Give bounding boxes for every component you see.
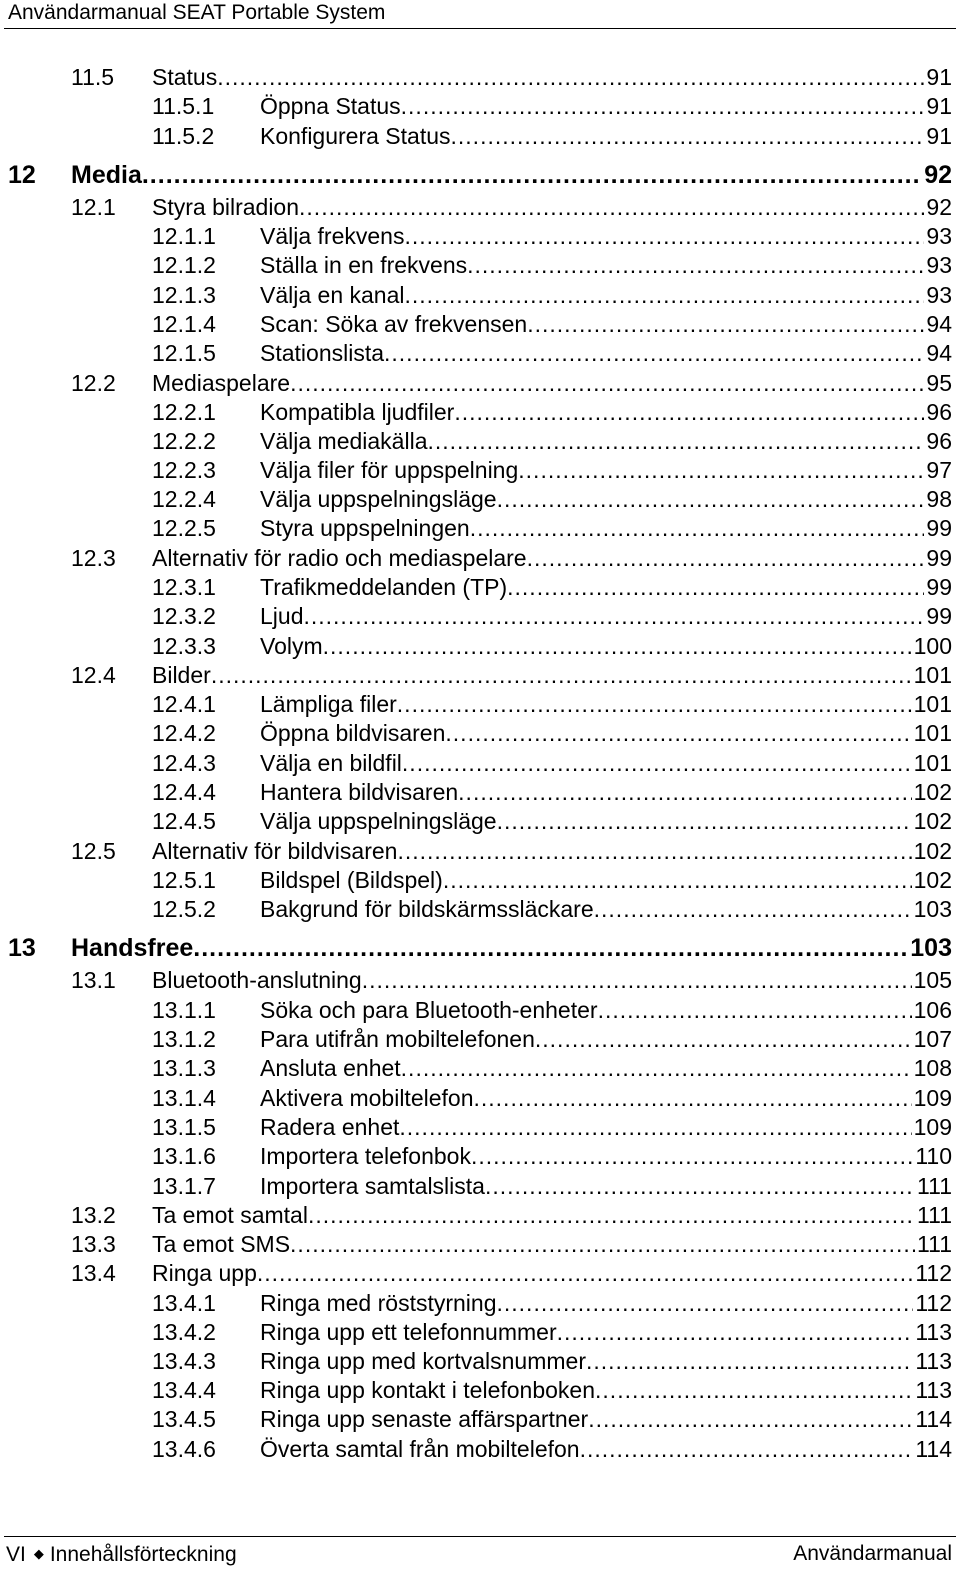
toc-entry-row bbox=[260, 338, 952, 368]
toc-dot-leader bbox=[397, 836, 911, 866]
toc-entry[interactable] bbox=[0, 1258, 952, 1288]
toc-entry-page: 101 bbox=[913, 662, 952, 688]
toc-entry[interactable] bbox=[0, 1200, 952, 1230]
toc-entry[interactable] bbox=[0, 513, 952, 543]
toc-entry-number: 11.5.1 bbox=[152, 93, 215, 119]
toc-entry-row bbox=[152, 543, 952, 573]
toc-entry-row bbox=[152, 660, 952, 690]
toc-entry[interactable] bbox=[0, 689, 952, 719]
toc-entry-row bbox=[260, 777, 952, 807]
footer-left bbox=[6, 1541, 237, 1568]
toc-entry-page: 103 bbox=[910, 934, 952, 962]
toc-entry[interactable] bbox=[0, 995, 952, 1025]
toc-entry-title: Ansluta enhet bbox=[260, 1055, 401, 1081]
toc-entry-row bbox=[260, 1171, 952, 1201]
toc-dot-leader bbox=[397, 689, 912, 719]
toc-entry-number: 12.4.1 bbox=[152, 691, 216, 717]
toc-entry[interactable] bbox=[0, 160, 952, 190]
toc-entry[interactable] bbox=[0, 777, 952, 807]
toc-entry-title: Ringa upp bbox=[152, 1260, 257, 1286]
toc-entry-title: Ställa in en frekvens bbox=[260, 252, 468, 278]
toc-entry-number: 12.2.4 bbox=[152, 486, 216, 512]
toc-entry-page: 111 bbox=[917, 1231, 952, 1257]
toc-dot-leader bbox=[193, 933, 908, 963]
toc-entry-page: 97 bbox=[926, 457, 952, 483]
toc-entry[interactable] bbox=[0, 718, 952, 748]
toc-entry-page: 99 bbox=[926, 603, 952, 629]
toc-entry-page: 111 bbox=[917, 1173, 952, 1199]
toc-dot-leader bbox=[588, 1404, 913, 1434]
toc-dot-leader bbox=[384, 338, 924, 368]
toc-entry-page: 114 bbox=[915, 1436, 952, 1462]
diamond-icon: ◆ bbox=[33, 1546, 44, 1561]
toc-entry-page: 98 bbox=[926, 486, 952, 512]
toc-entry[interactable] bbox=[0, 1434, 952, 1464]
toc-entry-row bbox=[260, 1053, 952, 1083]
toc-entry[interactable] bbox=[0, 192, 952, 222]
toc-entry-number: 12.4 bbox=[71, 662, 116, 688]
toc-entry-page: 96 bbox=[926, 399, 952, 425]
toc-entry[interactable] bbox=[0, 397, 952, 427]
toc-entry-title: Ringa upp senaste affärspartner bbox=[260, 1406, 589, 1432]
toc-entry-title: Volym bbox=[260, 633, 323, 659]
toc-entry[interactable] bbox=[0, 1141, 952, 1171]
toc-entry-number: 12.3.2 bbox=[152, 603, 216, 629]
toc-entry-row bbox=[260, 601, 952, 631]
toc-entry[interactable] bbox=[0, 338, 952, 368]
toc-entry-number: 12.3.1 bbox=[152, 574, 216, 600]
toc-entry-title: Ringa med röststyrning bbox=[260, 1290, 497, 1316]
toc-entry-title: Öppna Status bbox=[260, 93, 401, 119]
toc-entry-title: Välja en kanal bbox=[260, 282, 405, 308]
toc-entry-title: Ljud bbox=[260, 603, 304, 629]
toc-entry-title: Ringa upp ett telefonnummer bbox=[260, 1319, 557, 1345]
toc-entry-row bbox=[260, 513, 952, 543]
toc-entry-number: 12.1.4 bbox=[152, 311, 216, 337]
toc-entry[interactable] bbox=[0, 543, 952, 573]
toc-entry-row bbox=[260, 894, 952, 924]
toc-entry-row bbox=[260, 865, 952, 895]
toc-entry-number: 12.3 bbox=[71, 545, 116, 571]
toc-entry[interactable] bbox=[0, 806, 952, 836]
toc-entry-title: Lämpliga filer bbox=[260, 691, 397, 717]
toc-entry-row bbox=[71, 160, 952, 190]
toc-entry-page: 113 bbox=[915, 1319, 952, 1345]
toc-entry-title: Alternativ för bildvisaren bbox=[152, 838, 398, 864]
toc-entry-number: 13.1.2 bbox=[152, 1026, 216, 1052]
header-rule bbox=[4, 28, 956, 29]
toc-dot-leader bbox=[535, 1024, 912, 1054]
toc-dot-leader bbox=[217, 62, 924, 92]
toc-entry-row bbox=[152, 1200, 952, 1230]
toc-entry-number: 12.5.2 bbox=[152, 896, 216, 922]
toc-dot-leader bbox=[445, 718, 911, 748]
toc-entry-row bbox=[260, 631, 952, 661]
toc-dot-leader bbox=[290, 368, 924, 398]
toc-entry[interactable] bbox=[0, 631, 952, 661]
toc-entry-row bbox=[260, 748, 952, 778]
toc-entry-page: 99 bbox=[926, 545, 952, 571]
toc-entry[interactable] bbox=[0, 894, 952, 924]
toc-entry-title: Välja mediakälla bbox=[260, 428, 428, 454]
toc-entry-title: Konfigurera Status bbox=[260, 123, 451, 149]
toc-entry-title: Scan: Söka av frekvensen bbox=[260, 311, 528, 337]
toc-entry-title: Stationslista bbox=[260, 340, 385, 366]
toc-entry-page: 94 bbox=[926, 311, 952, 337]
toc-entry-page: 99 bbox=[926, 515, 952, 541]
toc-entry-number: 13.4.4 bbox=[152, 1377, 216, 1403]
toc-entry-number: 12.2.5 bbox=[152, 515, 216, 541]
toc-dot-leader bbox=[497, 484, 925, 514]
toc-dot-leader bbox=[485, 1171, 915, 1201]
toc-entry[interactable] bbox=[0, 865, 952, 895]
toc-dot-leader bbox=[290, 1229, 915, 1259]
toc-entry-number: 13.2 bbox=[71, 1202, 116, 1228]
footer-rule bbox=[4, 1536, 956, 1537]
toc-entry-row bbox=[260, 1288, 952, 1318]
toc-entry-page: 91 bbox=[926, 93, 952, 119]
toc-entry-title: Välja uppspelningsläge bbox=[260, 486, 497, 512]
toc-entry-row bbox=[260, 718, 952, 748]
toc-entry-row bbox=[260, 1112, 952, 1142]
toc-entry-row bbox=[260, 1404, 952, 1434]
toc-entry-title: Ta emot samtal bbox=[152, 1202, 308, 1228]
toc-entry-title: Importera samtalslista bbox=[260, 1173, 485, 1199]
toc-entry-number: 12.2.3 bbox=[152, 457, 216, 483]
toc-entry-row bbox=[260, 1375, 952, 1405]
toc-entry-page: 99 bbox=[926, 574, 952, 600]
toc-entry-number: 13.4.3 bbox=[152, 1348, 216, 1374]
toc-entry-number: 13.3 bbox=[71, 1231, 116, 1257]
toc-entry[interactable] bbox=[0, 748, 952, 778]
toc-entry-number: 12.1.2 bbox=[152, 252, 216, 278]
toc-dot-leader bbox=[405, 280, 925, 310]
toc-entry-title: Bakgrund för bildskärmssläckare bbox=[260, 896, 594, 922]
toc-dot-leader bbox=[142, 160, 922, 190]
toc-entry-page: 101 bbox=[913, 750, 952, 776]
toc-entry-page: 92 bbox=[924, 161, 952, 189]
toc-entry-page: 112 bbox=[915, 1260, 952, 1286]
toc-entry-number: 12.5 bbox=[71, 838, 116, 864]
toc-dot-leader bbox=[598, 995, 912, 1025]
toc-entry-row bbox=[71, 933, 952, 963]
toc-entry-number: 13.1.6 bbox=[152, 1143, 216, 1169]
toc-entry-number: 13.4 bbox=[71, 1260, 116, 1286]
toc-entry-page: 102 bbox=[913, 779, 952, 805]
toc-entry-number: 12.4.4 bbox=[152, 779, 216, 805]
toc-entry-title: Handsfree bbox=[71, 934, 194, 962]
toc-entry-page: 102 bbox=[913, 808, 952, 834]
toc-dot-leader bbox=[402, 748, 912, 778]
toc-entry-row bbox=[260, 250, 952, 280]
toc-entry-page: 113 bbox=[915, 1377, 952, 1403]
toc-entry-row bbox=[260, 1346, 952, 1376]
toc-entry-title: Hantera bildvisaren bbox=[260, 779, 459, 805]
toc-entry-page: 94 bbox=[926, 340, 952, 366]
toc-dot-leader bbox=[518, 455, 924, 485]
toc-entry-title: Välja filer för uppspelning bbox=[260, 457, 519, 483]
toc-entry-title: Status bbox=[152, 64, 218, 90]
toc-entry-title: Söka och para Bluetooth-enheter bbox=[260, 997, 598, 1023]
toc-dot-leader bbox=[451, 121, 925, 151]
toc-entry-row bbox=[152, 368, 952, 398]
toc-entry[interactable] bbox=[0, 121, 952, 151]
toc-entry-title: Styra bilradion bbox=[152, 194, 300, 220]
toc-dot-leader bbox=[362, 965, 912, 995]
toc-entry-number: 13 bbox=[8, 934, 36, 962]
toc-entry-row bbox=[152, 836, 952, 866]
toc-dot-leader bbox=[497, 1288, 914, 1318]
toc-entry-page: 91 bbox=[926, 123, 952, 149]
toc-entry-page: 112 bbox=[915, 1290, 952, 1316]
toc-entry-page: 109 bbox=[913, 1114, 952, 1140]
toc-entry-row bbox=[260, 995, 952, 1025]
footer-section: Innehållsförteckning bbox=[49, 1543, 237, 1566]
toc-entry-row bbox=[152, 1229, 952, 1259]
toc-entry-row bbox=[260, 91, 952, 121]
toc-entry-page: 109 bbox=[913, 1085, 952, 1111]
toc-dot-leader bbox=[470, 513, 925, 543]
toc-entry-row bbox=[260, 426, 952, 456]
toc-entry-row bbox=[260, 484, 952, 514]
toc-dot-leader bbox=[427, 426, 924, 456]
toc-entry-title: Ta emot SMS bbox=[152, 1231, 291, 1257]
toc-entry-number: 12.2.1 bbox=[152, 399, 216, 425]
toc-dot-leader bbox=[497, 806, 912, 836]
toc-entry-page: 111 bbox=[917, 1202, 952, 1228]
toc-entry-page: 92 bbox=[926, 194, 952, 220]
toc-entry-title: Välja uppspelningsläge bbox=[260, 808, 497, 834]
toc-entry-page: 91 bbox=[926, 64, 952, 90]
toc-entry-number: 13.1 bbox=[71, 967, 116, 993]
toc-entry-title: Mediaspelare bbox=[152, 370, 291, 396]
toc-entry-number: 13.1.3 bbox=[152, 1055, 216, 1081]
toc-dot-leader bbox=[399, 1112, 911, 1142]
toc-entry-title: Ringa upp med kortvalsnummer bbox=[260, 1348, 586, 1374]
toc-dot-leader bbox=[404, 221, 924, 251]
toc-entry-row bbox=[260, 121, 952, 151]
toc-entry[interactable] bbox=[0, 601, 952, 631]
toc-entry-number: 12.2.2 bbox=[152, 428, 216, 454]
toc-entry-row bbox=[260, 1317, 952, 1347]
toc-entry-title: Kompatibla ljudfiler bbox=[260, 399, 455, 425]
toc-entry[interactable] bbox=[0, 250, 952, 280]
toc-entry[interactable] bbox=[0, 1404, 952, 1434]
toc-entry[interactable] bbox=[0, 91, 952, 121]
toc-entry-row bbox=[260, 280, 952, 310]
toc-entry[interactable] bbox=[0, 1112, 952, 1142]
toc-entry-number: 12.4.2 bbox=[152, 720, 216, 746]
toc-entry-row bbox=[260, 1083, 952, 1113]
toc-entry-number: 12.5.1 bbox=[152, 867, 216, 893]
toc-entry[interactable] bbox=[0, 368, 952, 398]
toc-entry-number: 12.1.3 bbox=[152, 282, 216, 308]
toc-entry-number: 12.3.3 bbox=[152, 633, 216, 659]
toc-dot-leader bbox=[580, 1434, 914, 1464]
footer-right: Användarmanual bbox=[793, 1542, 952, 1565]
toc-dot-leader bbox=[443, 865, 912, 895]
toc-entry[interactable] bbox=[0, 1375, 952, 1405]
toc-entry-row bbox=[260, 221, 952, 251]
toc-dot-leader bbox=[303, 601, 924, 631]
toc-entry-page: 106 bbox=[913, 997, 952, 1023]
toc-dot-leader bbox=[474, 1083, 912, 1113]
toc-entry-title: Öppna bildvisaren bbox=[260, 720, 446, 746]
toc-entry[interactable] bbox=[0, 1083, 952, 1113]
toc-entry-number: 13.4.2 bbox=[152, 1319, 216, 1345]
toc-entry-row bbox=[260, 1434, 952, 1464]
toc-entry-title: Trafikmeddelanden (TP) bbox=[260, 574, 508, 600]
toc-dot-leader bbox=[299, 192, 924, 222]
toc-entry-page: 103 bbox=[913, 896, 952, 922]
toc-entry-page: 101 bbox=[913, 691, 952, 717]
toc-entry[interactable] bbox=[0, 426, 952, 456]
toc-entry-number: 13.1.7 bbox=[152, 1173, 216, 1199]
toc-entry-number: 13.4.6 bbox=[152, 1436, 216, 1462]
toc-entry-page: 113 bbox=[915, 1348, 952, 1374]
toc-entry-page: 101 bbox=[913, 720, 952, 746]
toc-entry-row bbox=[260, 1024, 952, 1054]
toc-entry-row bbox=[260, 572, 952, 602]
toc-entry-page: 105 bbox=[913, 967, 952, 993]
toc-entry-row bbox=[152, 965, 952, 995]
toc-entry-page: 93 bbox=[926, 223, 952, 249]
toc-entry-row bbox=[152, 62, 952, 92]
toc-entry-page: 114 bbox=[915, 1406, 952, 1432]
toc-entry-number: 12 bbox=[8, 161, 36, 189]
toc-entry-page: 102 bbox=[913, 867, 952, 893]
toc-entry-number: 13.1.4 bbox=[152, 1085, 216, 1111]
toc-dot-leader bbox=[471, 1141, 913, 1171]
toc-entry-title: Välja frekvens bbox=[260, 223, 405, 249]
toc-entry-page: 96 bbox=[926, 428, 952, 454]
toc-entry-row bbox=[152, 1258, 952, 1288]
toc-entry-row bbox=[260, 689, 952, 719]
toc-entry-row bbox=[260, 1141, 952, 1171]
footer-page-number: VI bbox=[6, 1543, 26, 1566]
toc-entry-title: Överta samtal från mobiltelefon bbox=[260, 1436, 580, 1462]
toc-entry[interactable] bbox=[0, 1317, 952, 1347]
toc-entry-title: Alternativ för radio och mediaspelare bbox=[152, 545, 527, 571]
toc-entry-row bbox=[260, 397, 952, 427]
toc-entry[interactable] bbox=[0, 455, 952, 485]
toc-entry-number: 12.4.3 bbox=[152, 750, 216, 776]
toc-entry[interactable] bbox=[0, 572, 952, 602]
toc-entry[interactable] bbox=[0, 1229, 952, 1259]
toc-entry-title: Bildspel (Bildspel) bbox=[260, 867, 443, 893]
toc-dot-leader bbox=[401, 91, 925, 121]
toc-entry[interactable] bbox=[0, 660, 952, 690]
toc-dot-leader bbox=[257, 1258, 913, 1288]
toc-entry-row bbox=[260, 309, 952, 339]
toc-entry-number: 13.1.1 bbox=[152, 997, 216, 1023]
toc-dot-leader bbox=[595, 1375, 913, 1405]
toc-dot-leader bbox=[454, 397, 924, 427]
toc-entry-row bbox=[152, 192, 952, 222]
toc-entry[interactable] bbox=[0, 1024, 952, 1054]
toc-entry-page: 100 bbox=[913, 633, 952, 659]
toc-dot-leader bbox=[467, 250, 924, 280]
toc-entry-title: Aktivera mobiltelefon bbox=[260, 1085, 474, 1111]
toc-entry-page: 102 bbox=[913, 838, 952, 864]
toc-entry-number: 12.4.5 bbox=[152, 808, 216, 834]
toc-entry[interactable] bbox=[0, 280, 952, 310]
toc-entry-number: 12.2 bbox=[71, 370, 116, 396]
toc-entry-row bbox=[260, 806, 952, 836]
toc-entry-title: Styra uppspelningen bbox=[260, 515, 470, 541]
toc-entry-row bbox=[260, 455, 952, 485]
toc-dot-leader bbox=[527, 543, 925, 573]
toc-entry-number: 12.1.5 bbox=[152, 340, 216, 366]
toc-dot-leader bbox=[586, 1346, 913, 1376]
toc-dot-leader bbox=[308, 1200, 915, 1230]
toc-entry[interactable] bbox=[0, 1346, 952, 1376]
toc-dot-leader bbox=[323, 631, 912, 661]
toc-entry-title: Bilder bbox=[152, 662, 211, 688]
toc-entry-title: Ringa upp kontakt i telefonboken bbox=[260, 1377, 596, 1403]
toc-entry-page: 93 bbox=[926, 282, 952, 308]
toc-entry-title: Media bbox=[71, 161, 142, 189]
toc-entry[interactable] bbox=[0, 221, 952, 251]
document-header: Användarmanual SEAT Portable System bbox=[8, 1, 386, 24]
toc-entry[interactable] bbox=[0, 1053, 952, 1083]
toc-entry[interactable] bbox=[0, 484, 952, 514]
toc-entry-page: 107 bbox=[913, 1026, 952, 1052]
toc-entry[interactable] bbox=[0, 836, 952, 866]
toc-entry-title: Importera telefonbok bbox=[260, 1143, 471, 1169]
toc-entry-number: 12.1 bbox=[71, 194, 116, 220]
toc-entry-number: 13.4.5 bbox=[152, 1406, 216, 1432]
toc-entry[interactable] bbox=[0, 62, 952, 92]
toc-entry-number: 13.1.5 bbox=[152, 1114, 216, 1140]
toc-entry[interactable] bbox=[0, 1288, 952, 1318]
toc-entry[interactable] bbox=[0, 933, 952, 963]
toc-entry-title: Radera enhet bbox=[260, 1114, 400, 1140]
toc-entry[interactable] bbox=[0, 965, 952, 995]
toc-entry-number: 12.1.1 bbox=[152, 223, 216, 249]
toc-entry-page: 108 bbox=[913, 1055, 952, 1081]
toc-entry-title: Välja en bildfil bbox=[260, 750, 402, 776]
toc-entry-number: 13.4.1 bbox=[152, 1290, 216, 1316]
toc-entry-title: Para utifrån mobiltelefonen bbox=[260, 1026, 535, 1052]
toc-entry-number: 11.5.2 bbox=[152, 123, 215, 149]
toc-dot-leader bbox=[211, 660, 912, 690]
toc-entry[interactable] bbox=[0, 309, 952, 339]
toc-entry-page: 110 bbox=[915, 1143, 952, 1169]
toc-entry[interactable] bbox=[0, 1171, 952, 1201]
toc-dot-leader bbox=[401, 1053, 912, 1083]
toc-entry-number: 11.5 bbox=[71, 64, 115, 90]
toc-dot-leader bbox=[507, 572, 924, 602]
toc-dot-leader bbox=[527, 309, 924, 339]
toc-dot-leader bbox=[594, 894, 912, 924]
toc-dot-leader bbox=[557, 1317, 914, 1347]
toc-entry-page: 93 bbox=[926, 252, 952, 278]
toc-dot-leader bbox=[458, 777, 911, 807]
toc-entry-title: Bluetooth-anslutning bbox=[152, 967, 362, 993]
toc-entry-page: 95 bbox=[926, 370, 952, 396]
